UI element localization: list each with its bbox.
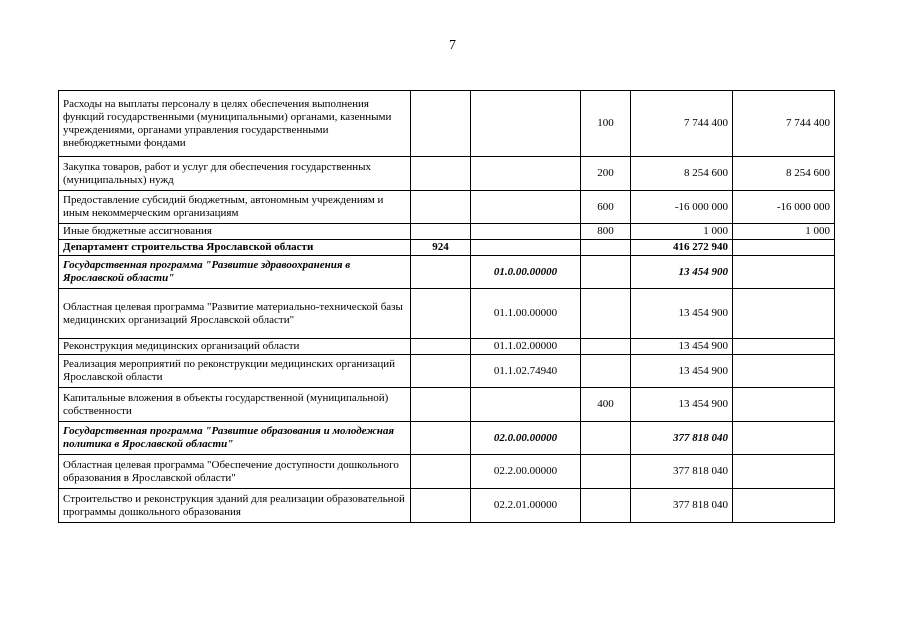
row-code-cell <box>471 157 581 191</box>
row-dept-cell <box>411 355 471 388</box>
row-code-cell: 01.1.00.00000 <box>471 289 581 339</box>
row-dept-cell <box>411 289 471 339</box>
row-sum2-cell <box>733 339 835 355</box>
row-sum1-cell: 1 000 <box>631 224 733 240</box>
row-sum2-cell <box>733 388 835 422</box>
row-dept-cell <box>411 256 471 289</box>
table-row <box>59 455 835 489</box>
row-code-cell: 02.0.00.00000 <box>471 422 581 455</box>
row-sum2-cell <box>733 489 835 523</box>
row-dept-cell <box>411 455 471 489</box>
row-vr-cell <box>581 355 631 388</box>
row-sum1-cell: 13 454 900 <box>631 256 733 289</box>
row-sum2-cell: -16 000 000 <box>733 191 835 224</box>
row-code-cell: 02.2.01.00000 <box>471 489 581 523</box>
row-code-cell: 01.0.00.00000 <box>471 256 581 289</box>
row-name-cell: Реконструкция медицинских организаций области <box>59 339 411 355</box>
row-vr-cell: 400 <box>581 388 631 422</box>
row-code-cell <box>471 91 581 157</box>
row-vr-cell: 800 <box>581 224 631 240</box>
row-vr-cell: 200 <box>581 157 631 191</box>
row-name-cell: Предоставление субсидий бюджетным, автономным учреждениям и иным некоммерческим организациям <box>59 191 411 224</box>
row-vr-cell: 600 <box>581 191 631 224</box>
row-sum1-cell: 377 818 040 <box>631 455 733 489</box>
row-name-cell: Строительство и реконструкция зданий для реализации образовательной программы дошкольного образования <box>59 489 411 523</box>
row-code-cell <box>471 388 581 422</box>
row-vr-cell <box>581 339 631 355</box>
table-row <box>59 224 835 240</box>
row-sum1-cell: 416 272 940 <box>631 240 733 256</box>
budget-table <box>58 90 835 523</box>
row-name-cell: Областная целевая программа "Обеспечение доступности дошкольного образования в Ярославской области" <box>59 455 411 489</box>
row-vr-cell <box>581 256 631 289</box>
row-sum2-cell: 7 744 400 <box>733 91 835 157</box>
row-vr-cell <box>581 289 631 339</box>
row-sum1-cell: 8 254 600 <box>631 157 733 191</box>
row-vr-cell <box>581 489 631 523</box>
row-name-cell: Реализация мероприятий по реконструкции медицинских организаций Ярославской области <box>59 355 411 388</box>
table-row <box>59 157 835 191</box>
row-sum2-cell <box>733 355 835 388</box>
table-row <box>59 240 835 256</box>
page-number: 7 <box>449 38 456 53</box>
row-sum2-cell <box>733 455 835 489</box>
table-row <box>59 489 835 523</box>
row-vr-cell <box>581 240 631 256</box>
row-dept-cell <box>411 339 471 355</box>
row-dept-cell <box>411 157 471 191</box>
row-code-cell <box>471 224 581 240</box>
row-code-cell <box>471 240 581 256</box>
budget-table-body <box>59 91 835 523</box>
row-name-cell: Государственная программа "Развитие здравоохранения в Ярославской области" <box>59 256 411 289</box>
table-row <box>59 355 835 388</box>
row-sum2-cell: 8 254 600 <box>733 157 835 191</box>
row-vr-cell: 100 <box>581 91 631 157</box>
row-code-cell <box>471 191 581 224</box>
row-sum1-cell: -16 000 000 <box>631 191 733 224</box>
row-sum1-cell: 13 454 900 <box>631 289 733 339</box>
row-sum1-cell: 7 744 400 <box>631 91 733 157</box>
row-sum2-cell: 1 000 <box>733 224 835 240</box>
table-row <box>59 289 835 339</box>
row-dept-cell <box>411 91 471 157</box>
row-name-cell: Закупка товаров, работ и услуг для обеспечения государственных (муниципальных) нужд <box>59 157 411 191</box>
row-code-cell: 01.1.02.74940 <box>471 355 581 388</box>
row-sum2-cell <box>733 289 835 339</box>
table-row <box>59 191 835 224</box>
table-row <box>59 422 835 455</box>
row-name-cell: Областная целевая программа "Развитие материально-технической базы медицинских организаций Ярославской области" <box>59 289 411 339</box>
table-row <box>59 388 835 422</box>
row-vr-cell <box>581 455 631 489</box>
row-code-cell: 01.1.02.00000 <box>471 339 581 355</box>
table-row <box>59 256 835 289</box>
row-dept-cell <box>411 191 471 224</box>
row-sum2-cell <box>733 256 835 289</box>
row-name-cell: Капитальные вложения в объекты государственной (муниципальной) собственности <box>59 388 411 422</box>
row-sum2-cell <box>733 422 835 455</box>
row-sum1-cell: 13 454 900 <box>631 339 733 355</box>
row-dept-cell <box>411 224 471 240</box>
row-sum1-cell: 13 454 900 <box>631 388 733 422</box>
row-dept-cell <box>411 489 471 523</box>
row-sum1-cell: 13 454 900 <box>631 355 733 388</box>
row-dept-cell <box>411 422 471 455</box>
row-name-cell: Государственная программа "Развитие образования и молодежная политика в Ярославской области" <box>59 422 411 455</box>
row-dept-cell: 924 <box>411 240 471 256</box>
row-name-cell: Департамент строительства Ярославской области <box>59 240 411 256</box>
row-name-cell: Расходы на выплаты персоналу в целях обеспечения выполнения функций государственными (муниципальными) органами, казенными учреждениями, органами управления государственными внебюджетными фондами <box>59 91 411 157</box>
row-name-cell: Иные бюджетные ассигнования <box>59 224 411 240</box>
table-row <box>59 91 835 157</box>
row-sum2-cell <box>733 240 835 256</box>
row-code-cell: 02.2.00.00000 <box>471 455 581 489</box>
row-vr-cell <box>581 422 631 455</box>
row-dept-cell <box>411 388 471 422</box>
row-sum1-cell: 377 818 040 <box>631 422 733 455</box>
row-sum1-cell: 377 818 040 <box>631 489 733 523</box>
table-row <box>59 339 835 355</box>
